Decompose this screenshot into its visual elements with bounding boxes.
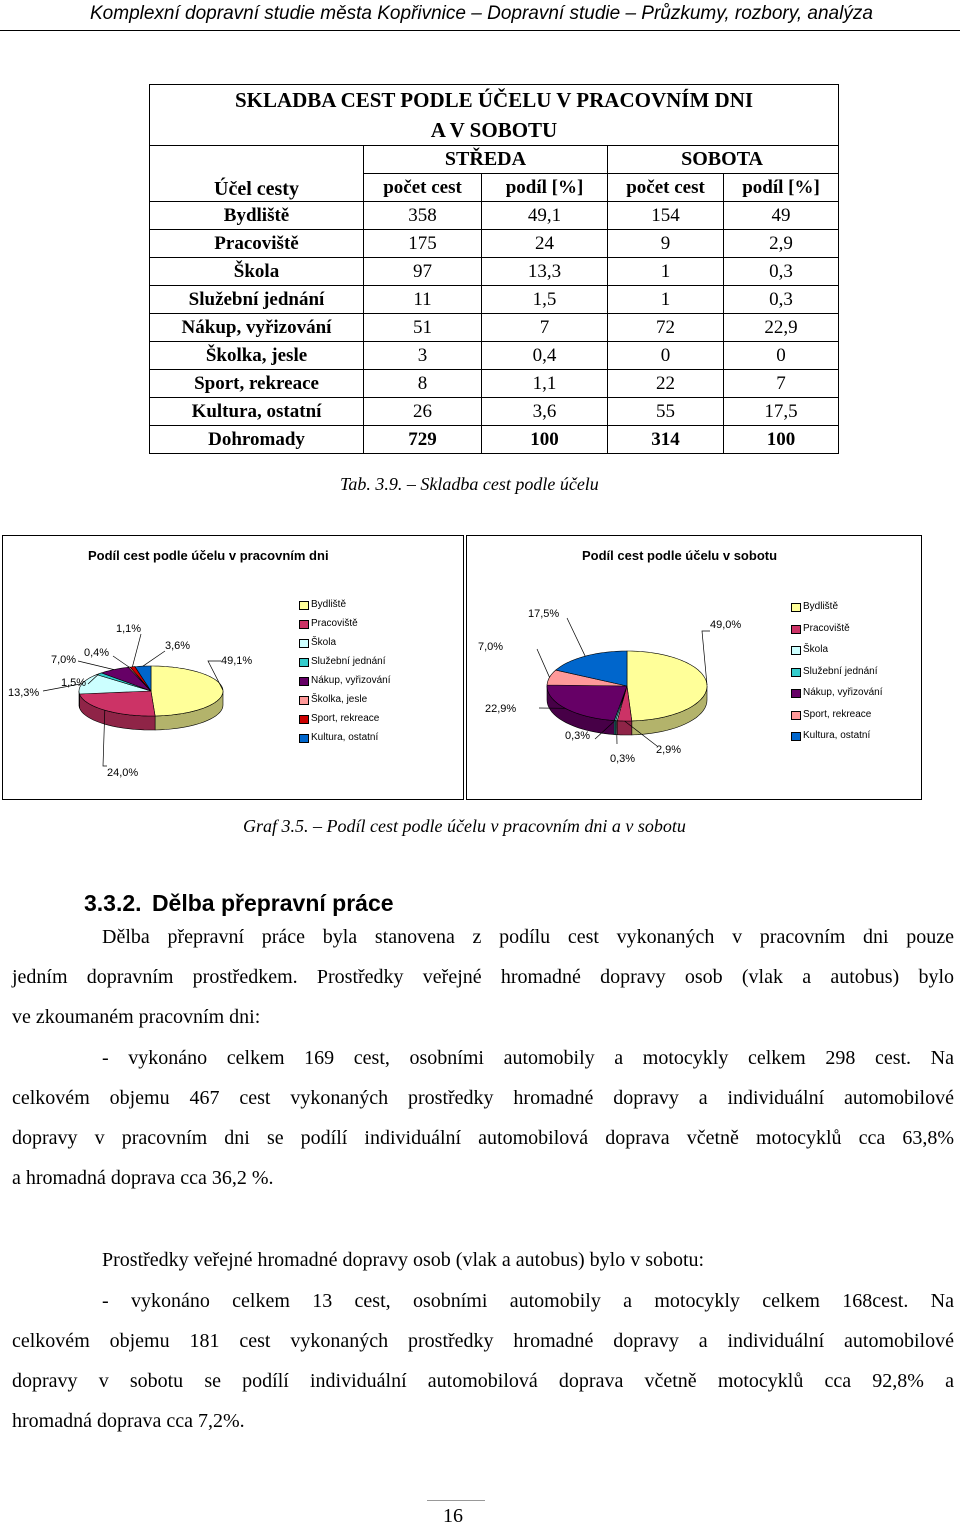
col-sat-count-header: počet cest <box>608 174 724 202</box>
table-row <box>150 286 839 314</box>
legend-label: Bydliště <box>803 601 839 612</box>
pie-data-label: 24,0% <box>107 767 139 779</box>
row-wed-share: 0,4 <box>482 342 608 370</box>
legend-label: Škola <box>311 637 337 648</box>
legend-swatch <box>299 715 309 724</box>
total-sat-count: 314 <box>608 426 724 454</box>
group-header-wednesday: STŘEDA <box>364 146 608 174</box>
row-sat-share: 0,3 <box>724 286 839 314</box>
pie-leader-line <box>617 721 618 744</box>
legend-swatch <box>791 732 801 741</box>
row-purpose: Škola <box>150 258 364 286</box>
legend-label: Škola <box>803 644 829 655</box>
row-wed-count: 8 <box>364 370 482 398</box>
row-sat-count: 72 <box>608 314 724 342</box>
legend-label: Pracoviště <box>311 618 358 629</box>
chart-weekday-pie <box>3 536 303 786</box>
total-purpose: Dohromady <box>150 426 364 454</box>
chart-saturday-box <box>466 535 922 800</box>
table-caption: Tab. 3.9. – Skladba cest podle účelu <box>340 474 599 494</box>
row-sat-share: 49 <box>724 202 839 230</box>
legend-swatch <box>299 620 309 629</box>
row-wed-count: 3 <box>364 342 482 370</box>
section-number: 3.3.2. <box>84 890 142 916</box>
row-wed-count: 97 <box>364 258 482 286</box>
row-purpose: Pracoviště <box>150 230 364 258</box>
pie-data-label: 7,0% <box>478 641 504 653</box>
page-number-rule <box>427 1500 485 1501</box>
col-wed-count-header: počet cest <box>364 174 482 202</box>
row-wed-count: 175 <box>364 230 482 258</box>
row-wed-share: 3,6 <box>482 398 608 426</box>
text-line: - vykonáno celkem 169 cest, osobními automobily a motocykly celkem 298 cest. Na <box>102 1047 954 1069</box>
pie-leader-line <box>143 651 165 666</box>
row-wed-count: 358 <box>364 202 482 230</box>
row-wed-share: 1,1 <box>482 370 608 398</box>
legend-swatch <box>299 677 309 686</box>
text-line: hromadná doprava cca 7,2%. <box>12 1410 245 1432</box>
legend-swatch <box>791 603 801 612</box>
col-purpose-header: Účel cesty <box>150 146 364 202</box>
table-row <box>150 398 839 426</box>
legend-swatch <box>299 601 309 610</box>
pie-data-label: 3,6% <box>165 640 191 652</box>
row-sat-share: 0,3 <box>724 258 839 286</box>
total-wed-count: 729 <box>364 426 482 454</box>
pie-data-label: 0,3% <box>565 730 591 742</box>
legend-label: Nákup, vyřizování <box>803 687 883 698</box>
section-heading <box>84 890 394 917</box>
pie-data-label: 1,1% <box>116 623 142 635</box>
row-sat-count: 1 <box>608 258 724 286</box>
pie-data-label: 17,5% <box>528 608 560 620</box>
row-wed-count: 11 <box>364 286 482 314</box>
legend-label: Pracoviště <box>803 622 850 634</box>
row-purpose: Sport, rekreace <box>150 370 364 398</box>
row-wed-share: 49,1 <box>482 202 608 230</box>
row-sat-share: 7 <box>724 370 839 398</box>
pie-data-label: 7,0% <box>51 654 77 666</box>
header-text: Komplexní dopravní studie města Kopřivnice – Dopravní studie – Průzkumy, rozbory, analýza <box>90 3 873 24</box>
table-title-line1: SKLADBA CEST PODLE ÚČELU V PRACOVNÍM DNI <box>150 85 839 116</box>
legend-label: Nákup, vyřizování <box>311 675 391 686</box>
col-sat-share-header: podíl [%] <box>724 174 839 202</box>
row-sat-count: 9 <box>608 230 724 258</box>
legend-label: Sport, rekreace <box>803 708 872 720</box>
text-line: dopravy v pracovním dni se podílí individuální automobilová doprava včetně motocyklů cca 63,8% <box>12 1127 954 1149</box>
section-title: Dělba přepravní práce <box>151 890 394 916</box>
row-sat-count: 22 <box>608 370 724 398</box>
pie-data-label: 13,3% <box>8 687 40 699</box>
pie-leader-line <box>567 618 585 656</box>
row-purpose: Bydliště <box>150 202 364 230</box>
table-row <box>150 342 839 370</box>
pie-data-label: 2,9% <box>656 744 682 756</box>
page-number: 16 <box>443 1505 463 1527</box>
total-sat-share: 100 <box>724 426 839 454</box>
row-sat-share: 17,5 <box>724 398 839 426</box>
pie-leader-line <box>78 661 114 670</box>
chart-caption: Graf 3.5. – Podíl cest podle účelu v pracovním dni a v sobotu <box>243 816 686 836</box>
text-line: - vykonáno celkem 13 cest, osobními automobily a motocykly celkem 168cest. Na <box>102 1290 954 1312</box>
row-sat-count: 154 <box>608 202 724 230</box>
row-sat-share: 22,9 <box>724 314 839 342</box>
pie-data-label: 49,1% <box>221 655 253 667</box>
legend-swatch <box>791 668 801 677</box>
pie-leader-line <box>113 656 129 667</box>
table-title-line2: A V SOBOTU <box>150 115 839 146</box>
paragraph-2 <box>12 1038 954 1198</box>
row-sat-count: 0 <box>608 342 724 370</box>
text-line: dopravy v sobotu se podílí individuální automobilová doprava včetně motocyklů cca 92,8% a <box>12 1370 954 1392</box>
table-row <box>150 230 839 258</box>
legend-label: Kultura, ostatní <box>803 730 871 741</box>
pie-data-label: 0,3% <box>610 753 636 765</box>
text-line: celkovém objemu 467 cest vykonaných prostředky hromadné dopravy a individuální automobilové <box>12 1087 954 1109</box>
chart-weekday-title: Podíl cest podle účelu v pracovním dni <box>88 548 329 563</box>
table-row <box>150 370 839 398</box>
row-purpose: Školka, jesle <box>150 342 364 370</box>
row-wed-share: 1,5 <box>482 286 608 314</box>
table-total-row <box>150 426 839 454</box>
text-line: Prostředky veřejné hromadné dopravy osob (vlak a autobus) bylo v sobotu: <box>102 1249 705 1271</box>
legend-label: Bydliště <box>311 599 347 610</box>
text-line: celkovém objemu 181 cest vykonaných prostředky hromadné dopravy a individuální automobilové <box>12 1330 954 1352</box>
row-wed-share: 13,3 <box>482 258 608 286</box>
legend-swatch <box>299 658 309 667</box>
legend-swatch <box>791 711 801 720</box>
row-sat-share: 2,9 <box>724 230 839 258</box>
total-wed-share: 100 <box>482 426 608 454</box>
paragraph-4 <box>12 1281 954 1441</box>
pie-data-label: 1,5% <box>61 677 87 689</box>
table-row <box>150 258 839 286</box>
pie-data-label: 22,9% <box>485 703 517 715</box>
legend-swatch <box>791 625 801 634</box>
legend-swatch <box>299 639 309 648</box>
row-wed-count: 51 <box>364 314 482 342</box>
row-wed-count: 26 <box>364 398 482 426</box>
purpose-table <box>149 84 839 454</box>
pie-leader-line <box>132 634 141 667</box>
text-line: a hromadná doprava cca 36,2 %. <box>12 1167 274 1189</box>
pie-data-label: 49,0% <box>710 619 742 631</box>
paragraph-3 <box>12 1240 954 1280</box>
row-purpose: Nákup, vyřizování <box>150 314 364 342</box>
row-wed-share: 7 <box>482 314 608 342</box>
row-purpose: Kultura, ostatní <box>150 398 364 426</box>
pie-data-label: 0,4% <box>84 647 110 659</box>
row-sat-count: 1 <box>608 286 724 314</box>
legend-swatch <box>791 646 801 655</box>
pie-leader-line <box>537 649 550 677</box>
legend-swatch <box>299 696 309 705</box>
legend-label: Služební jednání <box>803 665 878 677</box>
table-row <box>150 314 839 342</box>
row-wed-share: 24 <box>482 230 608 258</box>
chart-saturday-pie <box>467 536 787 786</box>
paragraph-1 <box>12 917 954 1037</box>
legend-label: Kultura, ostatní <box>311 732 379 743</box>
table-row <box>150 202 839 230</box>
legend-label: Školka, jesle <box>311 694 368 705</box>
chart-saturday-title: Podíl cest podle účelu v sobotu <box>582 548 778 563</box>
pie-slice-side <box>617 721 632 735</box>
group-header-saturday: SOBOTA <box>608 146 839 174</box>
row-sat-count: 55 <box>608 398 724 426</box>
row-purpose: Služební jednání <box>150 286 364 314</box>
text-line: Dělba přepravní práce byla stanovena z podílu cest vykonaných v pracovním dni pouze <box>102 926 954 948</box>
legend-label: Služební jednání <box>311 656 386 667</box>
text-line: ve zkoumaném pracovním dni: <box>12 1006 261 1028</box>
legend-label: Sport, rekreace <box>311 713 380 724</box>
chart-weekday-box <box>2 535 464 800</box>
col-wed-share-header: podíl [%] <box>482 174 608 202</box>
legend-swatch <box>791 689 801 698</box>
text-line: jedním dopravním prostředkem. Prostředky veřejné hromadné dopravy osob (vlak a autobus) bylo <box>12 966 954 988</box>
legend-swatch <box>299 734 309 743</box>
row-sat-share: 0 <box>724 342 839 370</box>
page-header <box>0 0 960 31</box>
